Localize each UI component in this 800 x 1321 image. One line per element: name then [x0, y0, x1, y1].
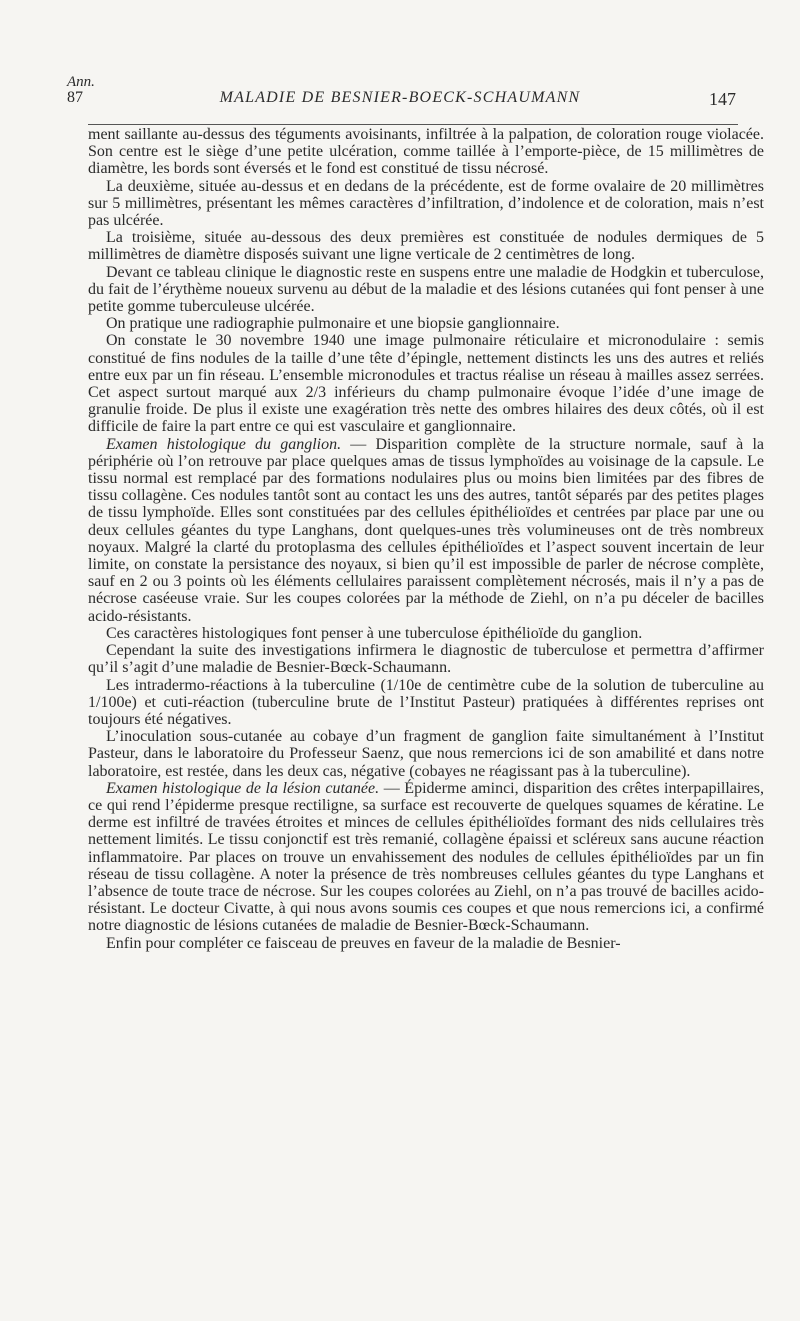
ann-number: 87 — [67, 89, 83, 106]
section-heading: Examen histologique de la lésion cutanée. — [106, 779, 380, 797]
paragraph: L’inoculation sous-cutanée au cobaye d’un fragment de ganglion faite simultanément à l’Institut Pasteur, dans le laboratoire du Professeur Saenz, que nous remercions ici de son amabilité et dans notre laboratoire, est restée, dans les deux cas, négative (cobayes ne réagissant pas à la tuberculine). — [88, 728, 764, 780]
paragraph: Devant ce tableau clinique le diagnostic reste en suspens entre une maladie de Hodgkin et tuberculose, du fait de l’érythème noueux survenu au début de la maladie et des lésions cutanées qui font penser à une petite gomme tuberculeuse ulcérée. — [88, 263, 764, 316]
paragraph: Examen histologique de la lésion cutanée. — Épiderme aminci, disparition des crêtes interpapillaires, ce qui rend l’épiderme presque rectiligne, sa surface est recouverte de quelques squames de kératine. Le derme est infiltré de travées étroites et minces de cellules épithélioïdes formant des nids cellulaires très nettement limités. Le tissu conjonctif est très remanié, collagène épaissi et scléreux sans aucune réaction inflammatoire. Par places on trouve un envahissement des nodules de cellules épithélioïdes par un fin réseau de tissu collagène. A noter la présence de très nombreuses cellules géantes du type Langhans et l’absence de toute trace de nécrose. Sur les coupes colorées au Ziehl, on n’a pas trouvé de bacilles acido-résistant. Le docteur Civatte, à qui nous avons soumis ces coupes et que nous remercions ici, a confirmé notre diagnostic de lésions cutanées de maladie de Besnier-Bœck-Schaumann. — [88, 779, 765, 935]
ann-label: Ann. — [67, 74, 95, 90]
paragraph: Les intradermo-réactions à la tuberculine (1/10e de centimètre cube de la solution de tuberculine au 1/100e) et cuti-réaction (tuberculine brute de l’Institut Pasteur) pratiquées à différentes reprises ont toujours été négatives. — [88, 676, 764, 728]
paragraph: On constate le 30 novembre 1940 une image pulmonaire réticulaire et micronodulaire : semis constitué de fins nodules de la taille d’une tête d’épingle, nettement distincts les uns des autres et reliés entre eux par un fin réseau. L’ensemble micronodules et tractus réalise un réseau à mailles assez serrées. Cet aspect surtout marqué aux 2/3 inférieurs du champ pulmonaire évoque l’idée d’une image de granulie froide. De plus il existe une exagération très nette des ombres hilaires des deux côtés, où il est difficile de faire la part entre ce qui est vasculaire et ganglionnaire. — [88, 332, 764, 436]
running-title: MALADIE DE BESNIER-BOECK-SCHAUMANN — [219, 89, 581, 106]
paragraph: La troisième, située au-dessous des deux premières est constituée de nodules dermiques de 5 millimètres de diamètre disposés suivant une ligne verticale de 2 centimètres de long. — [88, 229, 764, 264]
paragraph: La deuxième, située au-dessus et en dedans de la précédente, est de forme ovalaire de 20 millimètres sur 5 millimètres, présentant les mêmes caractères d’infiltration, d’indolence et de coloration, mais n’est pas ulcérée. — [88, 177, 764, 230]
page-number: 147 — [709, 89, 736, 109]
paragraph: ment saillante au-dessus des téguments avoisinants, infiltrée à la palpation, de coloration rouge violacée. Son centre est le siège d’une petite ulcération, comme taillée à l’emporte-pièce, de 15 millimètres de diamètre, les bords sont éversés et le fond est constitué de tissu nécrosé. — [88, 126, 764, 178]
paragraph: Ces caractères histologiques font penser à une tuberculose épithélioïde du ganglion. — [106, 624, 643, 642]
paragraph: On pratique une radiographie pulmonaire et une biopsie ganglionnaire. — [106, 315, 560, 333]
paragraph: Enfin pour compléter ce faisceau de preuves en faveur de la maladie de Besnier- — [106, 934, 621, 952]
section-heading: Examen histologique du ganglion. — [106, 435, 342, 453]
header-rule — [88, 124, 738, 125]
paragraph: Examen histologique du ganglion. — Disparition complète de la structure normale, sauf à la périphérie où l’on retrouve par place quelques amas de tissus lymphoïdes au voisinage de la capsule. Le tissu normal est remplacé par des formations nodulaires plus ou moins bien limitées par des fibres de tissu collagène. Ces nodules tantôt sont au contact les uns des autres, tantôt séparés par des petites plages de tissu lymphoïde. Elles sont constituées par des cellules épithélioïdes et centrées par place par une ou deux cellules géantes du type Langhans, dont quelques-unes très volumineuses ont de très nombreux noyaux. Malgré la clarté du protoplasma des cellules épithélioïdes et l’aspect souvent incertain de leur limite, on constate la persistance des noyaux, si bien qu’il est impossible de parler de nécrose complète, sauf en 2 ou 3 points où les éléments cellulaires paraissent complètement nécrosés, mais il n’y a pas de nécrose caséeuse vraie. Sur les coupes colorées par la méthode de Ziehl, on n’a pu déceler de bacilles acido-résistants. — [88, 435, 765, 625]
paragraph: Cependant la suite des investigations infirmera le diagnostic de tuberculose et permettra d’affirmer qu’il s’agit d’une maladie de Besnier-Bœck-Schaumann. — [88, 642, 764, 677]
body-text — [88, 126, 764, 952]
